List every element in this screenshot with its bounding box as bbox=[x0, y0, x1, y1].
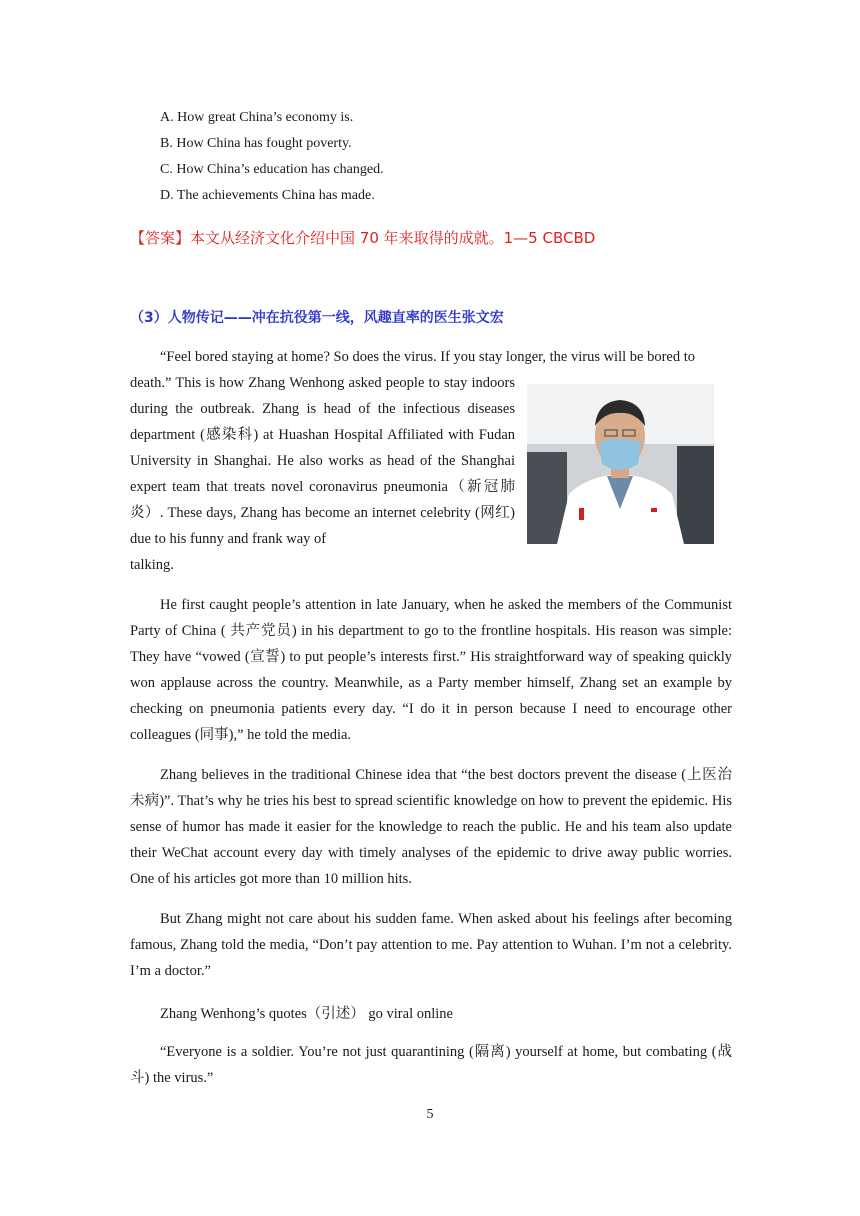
page-number: 5 bbox=[426, 1107, 434, 1122]
paragraph-4: But Zhang might not care about his sudden fame. When asked about his feelings after becoming famous, Zhang told the media, “Don’t pay attention to me. Pay attention to Wuhan. I’m not a celebrity. I’m a doctor.” bbox=[130, 911, 732, 979]
option-b: B. How China has fought poverty. bbox=[160, 136, 352, 151]
doctor-portrait-image bbox=[527, 384, 714, 544]
paragraph-2: He first caught people’s attention in late January, when he asked the members of the Communist Party of China ( 共产党员) in his department to go to the frontline hospitals. His reason was simple: They have “vowed (宣誓) to put people’s interests first.” His straightforward way of speaking quickly won applause across the country. Meanwhile, as a Party member himself, Zhang set an example by checking on pneumonia patients every day. “I do it in person because I need to encourage other colleagues (同事),” he told the media. bbox=[130, 597, 732, 743]
doctor-photo bbox=[527, 384, 714, 544]
paragraph-1-end: talking. bbox=[130, 557, 174, 573]
option-c: C. How China’s education has changed. bbox=[160, 162, 384, 177]
option-d: D. The achievements China has made. bbox=[160, 188, 375, 203]
paragraph-1-wrapped: death.” This is how Zhang Wenhong asked people to stay indoors during the outbreak. Zhang is head of the infectious diseases department (感染科) at Huashan Hospital Affiliated with Fudan University in Shanghai. He also works as head of the Shanghai expert team that treats novel coronavirus pneumonia（新冠肺炎）. These days, Zhang has become an internet celebrity (网红) due to his funny and frank way of bbox=[130, 375, 515, 547]
option-a: A. How great China’s economy is. bbox=[160, 110, 354, 125]
answer-line: 【答案】本文从经济文化介绍中国 70 年来取得的成就。1—5 CBCBD bbox=[130, 229, 596, 247]
paragraph-1-first-line: “Feel bored staying at home? So does the virus. If you stay longer, the virus will be bored to bbox=[160, 349, 695, 365]
paragraph-5: “Everyone is a soldier. You’re not just quarantining (隔离) yourself at home, but combating (战斗) the virus.” bbox=[130, 1044, 732, 1086]
paragraph-3: Zhang believes in the traditional Chinese idea that “the best doctors prevent the disease (上医治未病)”. That’s why he tries his best to spread scientific knowledge on how to prevent the epidemic. His sense of humor has made it easier for the knowledge to reach the public. He and his team also update their WeChat account every day with timely analyses of the epidemic to drive away public worries. One of his articles got more than 10 million hits. bbox=[130, 767, 732, 887]
quotes-title: Zhang Wenhong’s quotes（引述） go viral online bbox=[160, 1006, 453, 1022]
section-heading: （3）人物传记——冲在抗役第一线，风趣直率的医生张文宏 bbox=[130, 310, 504, 326]
